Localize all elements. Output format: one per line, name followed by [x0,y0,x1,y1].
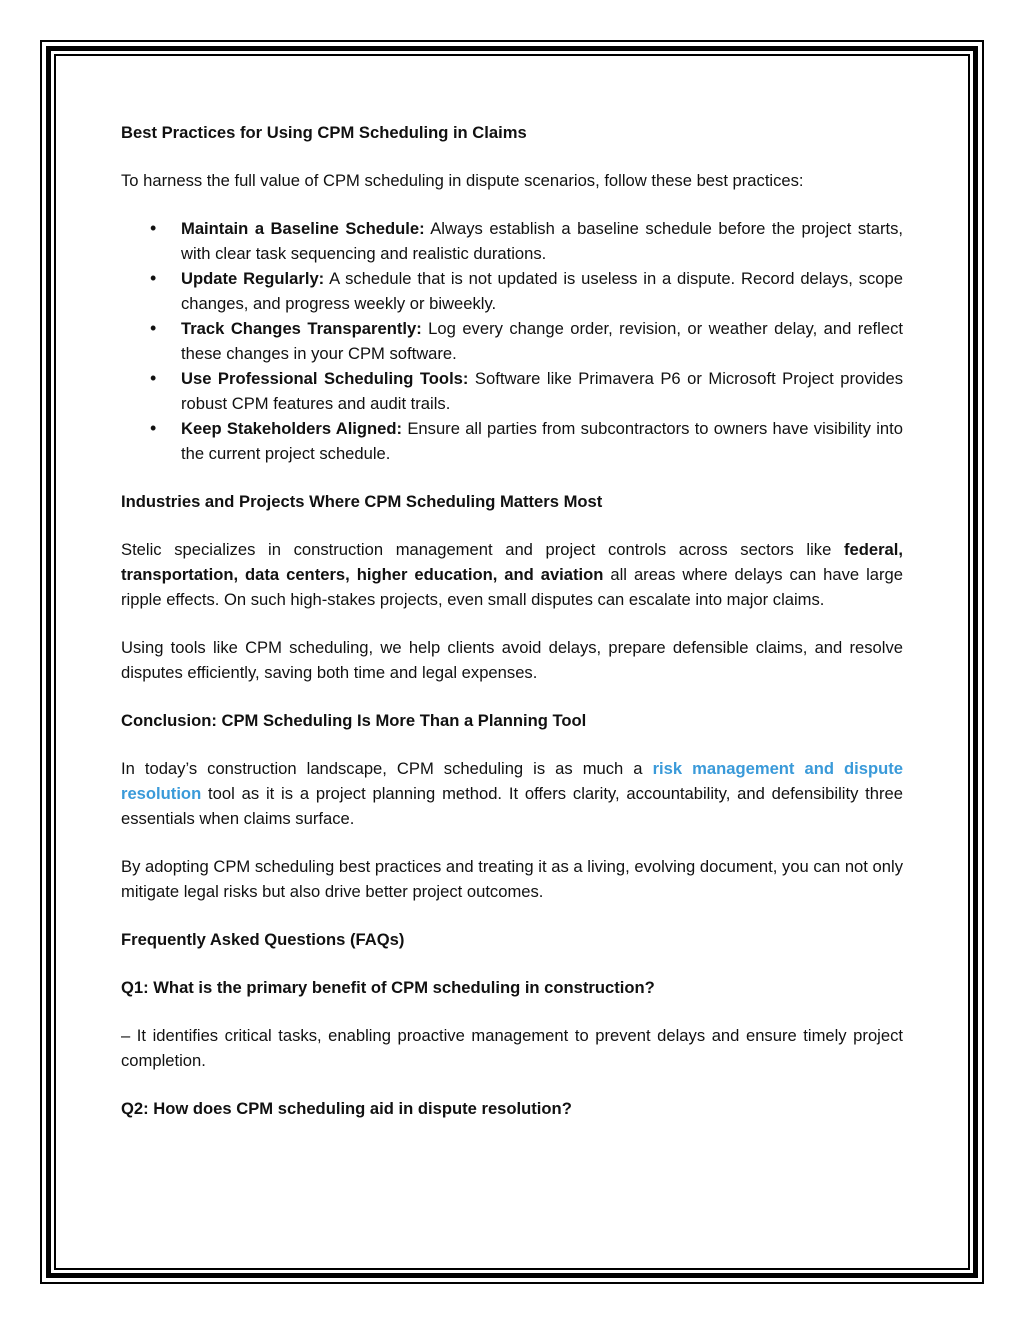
conclusion-paragraph-1 [121,756,903,831]
industries-heading: Industries and Projects Where CPM Scheduling Matters Most [121,492,603,511]
document-body [121,120,903,1144]
faq-question-2: Q2: How does CPM scheduling aid in dispute resolution? [121,1099,572,1118]
best-practices-list [121,216,903,466]
risk-management-link[interactable]: risk management and dispute resolution [121,759,904,803]
conclusion-text-start: In today’s construction landscape, CPM scheduling is as much a [121,759,653,778]
faq-question-1: Q1: What is the primary benefit of CPM scheduling in construction? [121,978,655,997]
list-item-text: Ensure all parties from subcontractors to owners have visibility into the current project schedule. [181,419,903,463]
industries-text-end: all areas where delays can have large ripple effects. On such high-stakes projects, even small disputes can escalate into major claims. [121,565,903,609]
industries-paragraph-1 [121,537,903,612]
list-item [121,316,903,366]
faq-answer-1: – It identifies critical tasks, enabling proactive management to prevent delays and ensure timely project completion. [121,1026,903,1070]
conclusion-text-end: tool as it is a project planning method. It offers clarity, accountability, and defensibility three essentials when claims surface. [121,784,903,828]
list-item [121,216,903,266]
conclusion-heading: Conclusion: CPM Scheduling Is More Than a Planning Tool [121,711,587,730]
list-item-term: Update Regularly: [181,269,325,288]
list-item-term: Keep Stakeholders Aligned: [181,419,403,438]
list-item-term: Track Changes Transparently: [181,319,422,338]
industries-paragraph-2: Using tools like CPM scheduling, we help clients avoid delays, prepare defensible claims, and resolve disputes efficiently, saving both time and legal expenses. [121,638,903,682]
list-item-text: A schedule that is not updated is useless in a dispute. Record delays, scope changes, and progress weekly or biweekly. [181,269,903,313]
list-item-text: Always establish a baseline schedule before the project starts, with clear task sequencing and realistic durations. [181,219,903,263]
list-item-term: Maintain a Baseline Schedule: [181,219,425,238]
industries-text-start: Stelic specializes in construction management and project controls across sectors like [121,540,844,559]
list-item [121,266,903,316]
list-item [121,366,903,416]
industries-sectors: federal, transportation, data centers, higher education, and aviation [121,540,903,584]
best-practices-intro: To harness the full value of CPM scheduling in dispute scenarios, follow these best practices: [121,171,804,190]
best-practices-heading: Best Practices for Using CPM Scheduling in Claims [121,123,527,142]
faq-heading: Frequently Asked Questions (FAQs) [121,930,405,949]
list-item-text: Software like Primavera P6 or Microsoft Project provides robust CPM features and audit trails. [181,369,903,413]
list-item-term: Use Professional Scheduling Tools: [181,369,469,388]
list-item-text: Log every change order, revision, or weather delay, and reflect these changes in your CPM software. [181,319,903,363]
list-item [121,416,903,466]
conclusion-paragraph-2: By adopting CPM scheduling best practices and treating it as a living, evolving document, you can not only mitigate legal risks but also drive better project outcomes. [121,857,903,901]
